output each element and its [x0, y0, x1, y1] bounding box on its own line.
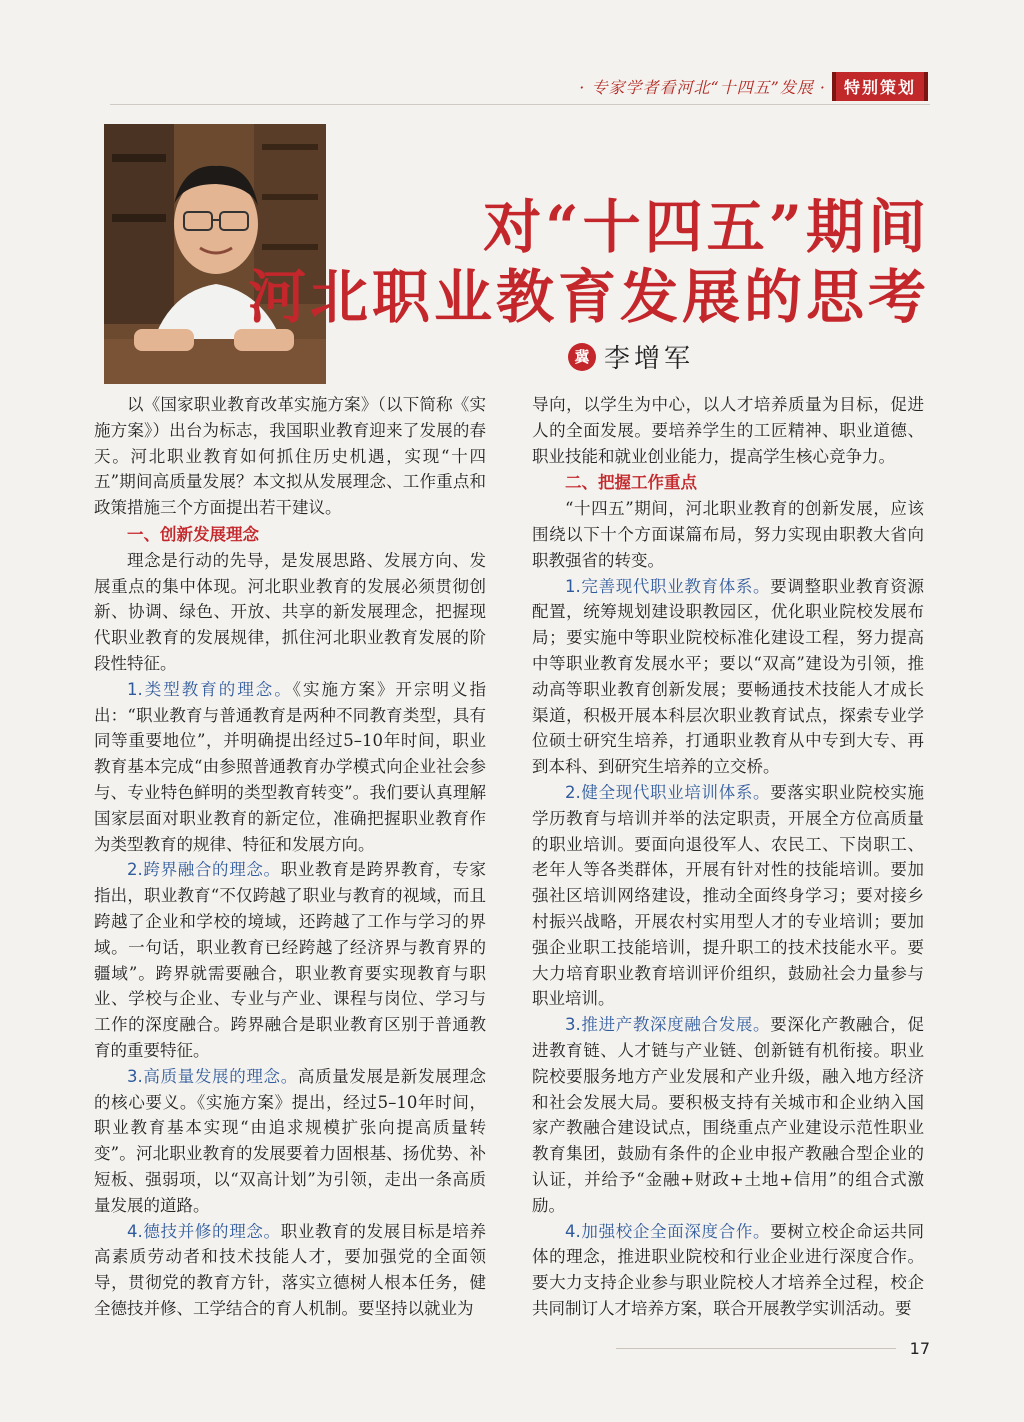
- list-item: [94, 1064, 486, 1219]
- footer-rule: [616, 1348, 896, 1349]
- author-name: 李增军: [604, 344, 695, 374]
- special-feature-badge: 特别策划: [832, 72, 928, 101]
- list-item: [94, 1219, 486, 1322]
- item-body: 要深化产教融合，促进教育链、人才链与产业链、创新链有机衔接。职业院校要服务地方产业发展和产业升级，融入地方经济和社会发展大局。要积极支持有关城市和企业纳入国家产教融合建设试点，围绕重点产业建设示范性职业教育集团，鼓励有条件的企业申报产教融合型企业的认证，并给予“金融+财政+土地+信用”的组合式激励。: [532, 1015, 925, 1215]
- section-heading-2: 二、把握工作重点: [565, 473, 697, 493]
- intro-paragraph: 以《国家职业教育改革实施方案》（以下简称《实施方案》）出台为标志，我国职业教育迎来了发展的春天。河北职业教育如何抓住历史机遇，实现“十四五”期间高质量发展？本文拟从发展理念、工作重点和政策措施三个方面提出若干建议。: [94, 395, 486, 518]
- series-title: · 专家学者看河北“十四五”发展 ·: [579, 78, 826, 97]
- item-lead: 4.加强校企全面深度合作。: [565, 1221, 771, 1241]
- list-item: [532, 1219, 924, 1322]
- item-lead: 4.德技并修的理念。: [127, 1221, 281, 1241]
- item-lead: 2.健全现代职业培训体系。: [565, 782, 771, 802]
- right-column: [532, 392, 924, 1322]
- author-byline: [568, 338, 694, 375]
- item-lead: 3.推进产教深度融合发展。: [565, 1015, 771, 1035]
- list-item: [94, 857, 486, 1063]
- section-header: [579, 72, 928, 101]
- hebei-seal-icon: 冀: [568, 343, 596, 371]
- item-body: 高质量发展是新发展理念的核心要义。《实施方案》提出，经过5–10年时间，职业教育基本实现“由追求规模扩张向提高质量转变”。河北职业教育的发展要着力固根基、扬优势、补短板、强弱项，以“双高计划”为引领，走出一条高质量发展的道路。: [94, 1066, 487, 1215]
- list-item: [532, 1012, 924, 1218]
- item-lead: 1.完善现代职业教育体系。: [565, 576, 771, 596]
- header-rule: [110, 104, 930, 105]
- item-body: 职业教育是跨界教育，专家指出，职业教育“不仅跨越了职业与教育的视域，而且跨越了企业和学校的境域，还跨越了工作与学习的界域。一句话，职业教育已经跨越了经济界与教育界的疆域”。跨界就需要融合，职业教育要实现教育与职业、学校与企业、专业与产业、课程与岗位、学习与工作的深度融合。跨界融合是职业教育区别于普通教育的重要特征。: [94, 860, 487, 1060]
- list-item: [532, 780, 924, 1012]
- list-item: [532, 574, 924, 780]
- item-body: 《实施方案》开宗明义指出：“职业教育与普通教育是两种不同教育类型，具有同等重要地位”，并明确提出经过5–10年时间，职业教育基本完成“由参照普通教育办学模式向企业社会参与、专业特色鲜明的类型教育转变”。我们要认真理解国家层面对职业教育的新定位，准确把握职业教育作为类型教育的规律、特征和发展方向。: [94, 679, 486, 854]
- section-heading-1: 一、创新发展理念: [127, 524, 259, 544]
- section-2-paragraph: “十四五”期间，河北职业教育的创新发展，应该围绕以下十个方面谋篇布局，努力实现由职教大省向职教强省的转变。: [532, 499, 924, 570]
- item-lead: 1.类型教育的理念。: [127, 679, 293, 699]
- item-lead: 3.高质量发展的理念。: [127, 1066, 298, 1086]
- item-body: 要树立校企命运共同体的理念，推进职业院校和行业企业进行深度合作。要大力支持企业参与职业院校人才培养全过程，校企共同制订人才培养方案，联合开展教学实训活动。要: [532, 1221, 925, 1318]
- item-body: 要调整职业教育资源配置，统筹规划建设职教园区，优化职业院校发展布局；要实施中等职业院校标准化建设工程，努力提高中等职业教育发展水平；要以“双高”建设为引领，推动高等职业教育创新发展；要畅通技术技能人才成长渠道，积极开展本科层次职业教育试点，探索专业学位硕士研究生培养，打通职业教育从中专到大专、再到本科、到研究生培养的立交桥。: [532, 576, 925, 777]
- section-1-paragraph: 理念是行动的先导，是发展思路、发展方向、发展重点的集中体现。河北职业教育的发展必须贯彻创新、协调、绿色、开放、共享的新发展理念，把握现代职业教育的发展规律，抓住河北职业教育发展的阶段性特征。: [94, 550, 486, 673]
- item-lead: 2.跨界融合的理念。: [127, 860, 281, 880]
- article-title: [248, 192, 930, 332]
- title-line-1: 对“十四五”期间: [483, 193, 930, 261]
- left-column: [94, 392, 486, 1322]
- page-footer: [616, 1339, 930, 1358]
- item-body: 职业教育的发展目标是培养高素质劳动者和技术技能人才，要加强党的全面领导，贯彻党的教育方针，落实立德树人根本任务，健全德技并修、工学结合的育人机制。要坚持以就业为: [94, 1221, 487, 1318]
- continued-paragraph: 导向，以学生为中心，以人才培养质量为目标，促进人的全面发展。要培养学生的工匠精神、职业道德、职业技能和就业创业能力，提高学生核心竞争力。: [532, 395, 924, 466]
- page-number: 17: [909, 1339, 930, 1358]
- list-item: [94, 677, 486, 858]
- title-line-2: 河北职业教育发展的思考: [247, 263, 930, 331]
- item-body: 要落实职业院校实施学历教育与培训并举的法定职责，开展全方位高质量的职业培训。要面向退役军人、农民工、下岗职工、老年人等各类群体，开展有针对性的技能培训。要加强社区培训网络建设，推动全面终身学习；要对接乡村振兴战略，开展农村实用型人才的专业培训；要加强企业职工技能培训，提升职工的技术技能水平。要大力培育职业教育培训评价组织，鼓励社会力量参与职业培训。: [532, 782, 925, 1009]
